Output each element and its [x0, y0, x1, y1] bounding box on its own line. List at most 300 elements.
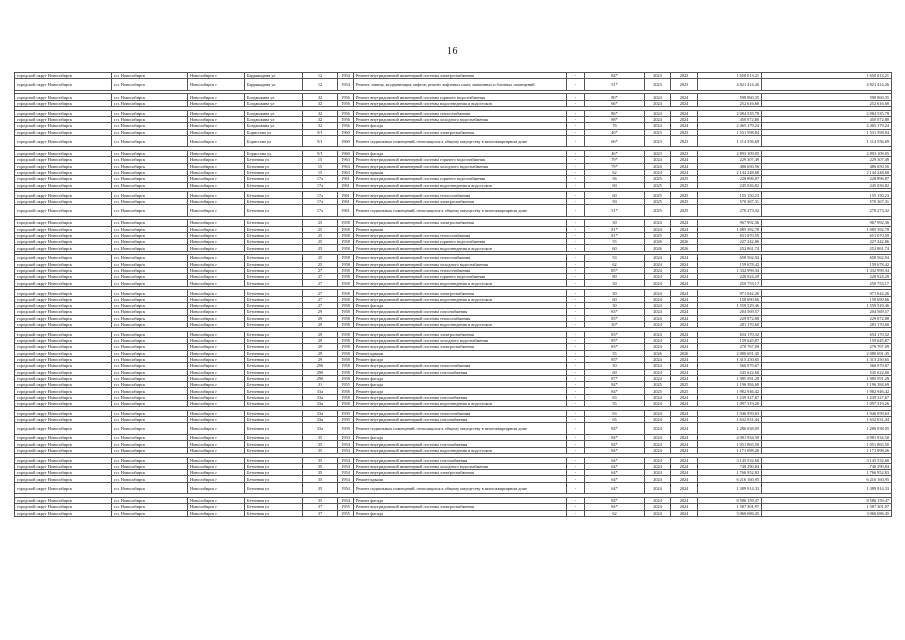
cell-work: Ремонт фасада: [354, 356, 567, 362]
cell-y1: 2025: [645, 388, 671, 394]
cell-cost: 250 753,17: [698, 280, 762, 286]
cell-house: 25: [303, 255, 338, 261]
cell-settlement: г.п. Новосибирск: [112, 401, 188, 407]
cell-plan: 85*: [585, 315, 645, 321]
cell-settlement: г.п. Новосибирск: [112, 198, 188, 204]
cell-y2: 2023: [671, 135, 698, 147]
cell-district: городской округ Новосибирск: [15, 504, 112, 510]
cell-settlement: г.п. Новосибирск: [112, 356, 188, 362]
cell-settlement: г.п. Новосибирск: [112, 116, 188, 122]
cell-city: Новосибирск г: [188, 309, 245, 315]
cell-cost: 228 924,29: [698, 274, 762, 280]
cell-district: городской округ Новосибирск: [15, 482, 112, 494]
cell-work: Ремонт внутридомовой инженерной системы газоснабжения: [354, 417, 567, 423]
cell-settlement: г.п. Новосибирск: [112, 255, 188, 261]
cell-house: 29: [303, 321, 338, 327]
cell-plan: 64*: [585, 482, 645, 494]
cell-plan: 53: [585, 255, 645, 261]
cell-total: 598 860,35: [762, 94, 892, 100]
cell-y1: 2024: [645, 274, 671, 280]
cell-city: Новосибирск г: [188, 280, 245, 286]
cell-y1: 2024: [645, 482, 671, 494]
cell-settlement: г.п. Новосибирск: [112, 232, 188, 238]
cell-cost: 450 072,80: [698, 116, 762, 122]
cell-plan: 81*: [585, 226, 645, 232]
cell-plan: 63: [585, 394, 645, 400]
cell-work: Ремонт внутридомовой инженерной системы электроснабжения: [354, 470, 567, 476]
cell-settlement: г.п. Новосибирск: [112, 510, 188, 516]
cell-cost: 2 084 535,78: [698, 110, 762, 116]
cell-dash: -: [567, 435, 585, 441]
cell-y1: 2024: [645, 435, 671, 441]
cell-total: 1 286 038,05: [762, 423, 892, 435]
cell-total: 155 150,23: [762, 192, 892, 198]
cell-street: Бетонная ул: [245, 350, 303, 356]
cell-work: Ремонт внутридомовой инженерной системы водоотведения и водостоков: [354, 447, 567, 453]
cell-district: городской округ Новосибирск: [15, 457, 112, 463]
cell-total: 250 753,17: [762, 280, 892, 286]
cell-y1: 2023: [645, 135, 671, 147]
cell-work: Ремонт внутридомовой инженерной системы горячего водоснабжения: [354, 239, 567, 245]
cell-y2: 2024: [671, 261, 698, 267]
cell-city: Новосибирск г: [188, 226, 245, 232]
cell-house: 9/1: [303, 129, 338, 135]
cell-y2: 2024: [671, 163, 698, 169]
cell-city: Новосибирск г: [188, 435, 245, 441]
cell-y2: 2026: [671, 350, 698, 356]
cell-street: Бетонная ул: [245, 192, 303, 198]
cell-dash: -: [567, 123, 585, 129]
cell-district: городской округ Новосибирск: [15, 401, 112, 407]
cell-dash: -: [567, 296, 585, 302]
cell-cost: 545 622,60: [698, 369, 762, 375]
cell-cost: 155 150,23: [698, 192, 762, 198]
cell-year: 1958: [338, 290, 354, 296]
cell-year: 1958: [338, 401, 354, 407]
cell-house: 35: [303, 435, 338, 441]
cell-work: Ремонт внутридомовой инженерной системы водоотведения и водостоков: [354, 321, 567, 327]
cell-cost: 6 216 160,95: [698, 476, 762, 482]
cell-plan: 64*: [585, 476, 645, 482]
cell-plan: 63: [585, 410, 645, 416]
cell-year: 1954: [338, 447, 354, 453]
cell-dash: -: [567, 457, 585, 463]
cell-dash: -: [567, 73, 585, 79]
cell-year: 1958: [338, 296, 354, 302]
cell-city: Новосибирск г: [188, 321, 245, 327]
cell-work: Ремонт внутридомовой инженерной системы теплоснабжения: [354, 315, 567, 321]
cell-y2: 2024: [671, 226, 698, 232]
cell-year: 1958: [338, 232, 354, 238]
cell-plan: 84*: [585, 447, 645, 453]
cell-city: Новосибирск г: [188, 261, 245, 267]
cell-work: Ремонт внутридомовой инженерной системы электроснабжения: [354, 331, 567, 337]
cell-plan: 83*: [585, 344, 645, 350]
cell-work: Ремонт фасада: [354, 497, 567, 503]
cell-dash: -: [567, 267, 585, 273]
cell-y1: 2024: [645, 309, 671, 315]
cell-house: 17а: [303, 205, 338, 217]
cell-dash: -: [567, 321, 585, 327]
cell-dash: -: [567, 510, 585, 516]
cell-settlement: г.п. Новосибирск: [112, 447, 188, 453]
cell-y2: 2024: [671, 274, 698, 280]
cell-year: 1958: [338, 338, 354, 344]
cell-dash: -: [567, 423, 585, 435]
cell-total: 229 872,88: [762, 315, 892, 321]
cell-y2: 2025: [671, 192, 698, 198]
cell-plan: 55: [585, 401, 645, 407]
cell-y1: 2026: [645, 239, 671, 245]
cell-street: Бетонная ул: [245, 476, 303, 482]
cell-house: 35: [303, 476, 338, 482]
cell-street: Бетонная ул: [245, 309, 303, 315]
cell-year: 1954: [338, 79, 354, 91]
cell-city: Новосибирск г: [188, 447, 245, 453]
cell-dash: -: [567, 338, 585, 344]
cell-y1: 2024: [645, 363, 671, 369]
cell-work: Ремонт крыши: [354, 350, 567, 356]
cell-plan: 51*: [585, 205, 645, 217]
cell-dash: -: [567, 245, 585, 251]
cell-cost: 252 616,68: [698, 100, 762, 106]
table-row: [15, 205, 892, 217]
cell-settlement: г.п. Новосибирск: [112, 369, 188, 375]
cell-cost: 1 051 865,50: [698, 441, 762, 447]
cell-dash: -: [567, 198, 585, 204]
cell-work: Ремонт фасада: [354, 123, 567, 129]
cell-settlement: г.п. Новосибирск: [112, 309, 188, 315]
cell-cost: 204 569,57: [698, 309, 762, 315]
cell-y1: 2024: [645, 220, 671, 226]
cell-district: городской округ Новосибирск: [15, 73, 112, 79]
cell-settlement: г.п. Новосибирск: [112, 135, 188, 147]
cell-city: Новосибирск г: [188, 457, 245, 463]
cell-total: 229 307,49: [762, 157, 892, 163]
cell-work: Ремонт внутридомовой инженерной системы электроснабжения: [354, 198, 567, 204]
cell-house: 29: [303, 350, 338, 356]
cell-y1: 2025: [645, 198, 671, 204]
cell-work: Ремонт внутридомовой инженерной системы электроснабжения: [354, 220, 567, 226]
cell-district: городской округ Новосибирск: [15, 267, 112, 273]
cell-y2: 2024: [671, 410, 698, 416]
cell-district: городской округ Новосибирск: [15, 375, 112, 381]
cell-y1: 2024: [645, 394, 671, 400]
cell-work: Ремонт внутридомовой инженерной системы холодного водоснабжения: [354, 338, 567, 344]
cell-settlement: г.п. Новосибирск: [112, 338, 188, 344]
cell-settlement: г.п. Новосибирск: [112, 350, 188, 356]
cell-y2: 2025: [671, 232, 698, 238]
cell-dash: -: [567, 302, 585, 308]
cell-y1: 2024: [645, 410, 671, 416]
cell-settlement: г.п. Новосибирск: [112, 274, 188, 280]
cell-settlement: г.п. Новосибирск: [112, 410, 188, 416]
cell-cost: 2 465 179,24: [698, 123, 762, 129]
cell-work: Ремонт внутридомовой инженерной системы теплоснабжения: [354, 363, 567, 369]
cell-total: 1 389 914,33: [762, 482, 892, 494]
cell-plan: 62: [585, 169, 645, 175]
cell-street: Бетонная ул: [245, 157, 303, 163]
cell-y2: 2024: [671, 435, 698, 441]
cell-plan: 83*: [585, 309, 645, 315]
cell-total: 4 821 414,26: [762, 79, 892, 91]
cell-city: Новосибирск г: [188, 135, 245, 147]
cell-city: Новосибирск г: [188, 239, 245, 245]
cell-plan: 60: [585, 369, 645, 375]
cell-plan: 64*: [585, 470, 645, 476]
cell-house: 29: [303, 338, 338, 344]
cell-plan: 30: [585, 220, 645, 226]
cell-y2: 2025: [671, 382, 698, 388]
cell-year: 1959: [338, 410, 354, 416]
cell-street: Бетонная ул: [245, 205, 303, 217]
cell-year: 1958: [338, 321, 354, 327]
cell-street: Бетонная ул: [245, 331, 303, 337]
cell-dash: -: [567, 157, 585, 163]
cell-city: Новосибирск г: [188, 255, 245, 261]
cell-district: городской округ Новосибирск: [15, 309, 112, 315]
cell-work: Ремонт внутридомовой инженерной системы горячего водоснабжения: [354, 94, 567, 100]
cell-district: городской округ Новосибирск: [15, 369, 112, 375]
cell-work: Ремонт внутридомовой инженерной системы холодного водоснабжения: [354, 261, 567, 267]
cell-plan: 64*: [585, 463, 645, 469]
cell-house: 27: [303, 267, 338, 273]
cell-y1: 2024: [645, 423, 671, 435]
cell-cost: 598 860,35: [698, 94, 762, 100]
cell-cost: 1 389 914,33: [698, 482, 762, 494]
cell-house: 15: [303, 157, 338, 163]
cell-year: 1958: [338, 309, 354, 315]
cell-district: городской округ Новосибирск: [15, 315, 112, 321]
cell-cost: 740 290,84: [698, 463, 762, 469]
cell-y1: 2024: [645, 157, 671, 163]
cell-cost: 651 070,59: [698, 232, 762, 238]
cell-house: 25: [303, 232, 338, 238]
cell-dash: -: [567, 417, 585, 423]
cell-dash: -: [567, 274, 585, 280]
cell-y2: 2024: [671, 220, 698, 226]
cell-y2: 2024: [671, 423, 698, 435]
cell-dash: -: [567, 344, 585, 350]
cell-total: 1 985 591,29: [762, 375, 892, 381]
cell-house: 25: [303, 220, 338, 226]
cell-y2: 2024: [671, 302, 698, 308]
cell-house: 9/1: [303, 151, 338, 157]
cell-plan: 87*: [585, 375, 645, 381]
cell-settlement: г.п. Новосибирск: [112, 151, 188, 157]
cell-house: 32: [303, 100, 338, 106]
cell-year: 1954: [338, 482, 354, 494]
cell-district: городской округ Новосибирск: [15, 151, 112, 157]
cell-city: Новосибирск г: [188, 356, 245, 362]
cell-city: Новосибирск г: [188, 363, 245, 369]
cell-work: Ремонт внутридомовой инженерной системы электроснабжения: [354, 129, 567, 135]
cell-work: Ремонт внутридомовой инженерной системы теплоснабжения: [354, 232, 567, 238]
cell-total: 245 036,82: [762, 182, 892, 188]
cell-cost: 4 981 934,50: [698, 435, 762, 441]
cell-dash: -: [567, 169, 585, 175]
cell-y2: 2023: [671, 73, 698, 79]
cell-y2: 2024: [671, 344, 698, 350]
cell-y2: 2024: [671, 116, 698, 122]
cell-total: 1 531 598,84: [762, 129, 892, 135]
cell-district: городской округ Новосибирск: [15, 302, 112, 308]
cell-plan: 60: [585, 192, 645, 198]
cell-year: 1958: [338, 315, 354, 321]
cell-city: Новосибирск г: [188, 151, 245, 157]
cell-y2: 2024: [671, 441, 698, 447]
cell-year: 1958: [338, 350, 354, 356]
cell-year: 1955: [338, 504, 354, 510]
cell-year: 1959: [338, 417, 354, 423]
cell-y2: 2024: [671, 169, 698, 175]
cell-cost: 658 562,94: [698, 255, 762, 261]
cell-work: Ремонт внутридомовой инженерной системы газоснабжения: [354, 441, 567, 447]
cell-year: 1958: [338, 280, 354, 286]
cell-dash: -: [567, 350, 585, 356]
cell-house: 27: [303, 290, 338, 296]
cell-city: Новосибирск г: [188, 410, 245, 416]
cell-work: Ремонт внутридомовой инженерной системы электроснабжения: [354, 504, 567, 510]
cell-settlement: г.п. Новосибирск: [112, 394, 188, 400]
cell-district: городской округ Новосибирск: [15, 280, 112, 286]
cell-total: 1 085 392,78: [762, 226, 892, 232]
cell-plan: 62: [585, 510, 645, 516]
cell-street: Бетонная ул: [245, 435, 303, 441]
table-row: [15, 482, 892, 494]
cell-total: 2 080 691,45: [762, 350, 892, 356]
cell-total: 6 216 160,95: [762, 476, 892, 482]
cell-street: Богдашкина ул: [245, 123, 303, 129]
cell-district: городской округ Новосибирск: [15, 94, 112, 100]
cell-y1: 2024: [645, 401, 671, 407]
cell-cost: 1 982 946,42: [698, 388, 762, 394]
cell-street: Бетонная ул: [245, 441, 303, 447]
cell-city: Новосибирск г: [188, 504, 245, 510]
cell-city: Новосибирск г: [188, 417, 245, 423]
cell-y1: 2024: [645, 356, 671, 362]
cell-house: 31: [303, 382, 338, 388]
cell-house: 29: [303, 315, 338, 321]
cell-dash: -: [567, 315, 585, 321]
cell-cost: 1 315 250,65: [698, 356, 762, 362]
cell-district: городской округ Новосибирск: [15, 123, 112, 129]
cell-total: 2 084 535,78: [762, 110, 892, 116]
cell-y1: 2024: [645, 497, 671, 503]
cell-work: Ремонт крыши: [354, 226, 567, 232]
cell-year: 1954: [338, 435, 354, 441]
table-row: [15, 135, 892, 147]
cell-plan: 84*: [585, 423, 645, 435]
cell-cost: 229 307,49: [698, 157, 762, 163]
cell-total: 1 114 556,69: [762, 135, 892, 147]
cell-settlement: г.п. Новосибирск: [112, 182, 188, 188]
cell-dash: -: [567, 290, 585, 296]
cell-y2: 2024: [671, 315, 698, 321]
cell-total: 1 196 384,69: [762, 382, 892, 388]
cell-y2: 2024: [671, 157, 698, 163]
cell-y1: 2024: [645, 338, 671, 344]
cell-settlement: г.п. Новосибирск: [112, 226, 188, 232]
cell-city: Новосибирск г: [188, 116, 245, 122]
cell-house: 17а: [303, 182, 338, 188]
cell-street: Баррикадная ул: [245, 79, 303, 91]
cell-district: городской округ Новосибирск: [15, 447, 112, 453]
cell-plan: 30: [585, 302, 645, 308]
cell-dash: -: [567, 151, 585, 157]
cell-house: 9/1: [303, 135, 338, 147]
cell-cost: 3 066 686,45: [698, 510, 762, 516]
cell-district: городской округ Новосибирск: [15, 182, 112, 188]
cell-city: Новосибирск г: [188, 401, 245, 407]
cell-y2: 2024: [671, 470, 698, 476]
cell-cost: 2 080 691,45: [698, 350, 762, 356]
cell-street: Бетонная ул: [245, 388, 303, 394]
cell-y2: 2025: [671, 198, 698, 204]
cell-y1: 2024: [645, 463, 671, 469]
cell-plan: 76: [585, 123, 645, 129]
cell-settlement: г.п. Новосибирск: [112, 497, 188, 503]
table-row: [15, 510, 892, 516]
cell-dash: -: [567, 504, 585, 510]
cell-settlement: г.п. Новосибирск: [112, 476, 188, 482]
cell-year: 1955: [338, 510, 354, 516]
cell-district: городской округ Новосибирск: [15, 470, 112, 476]
cell-cost: 158 690,66: [698, 296, 762, 302]
cell-y1: 2024: [645, 163, 671, 169]
cell-y1: 2024: [645, 226, 671, 232]
cell-city: Новосибирск г: [188, 205, 245, 217]
cell-house: 12: [303, 73, 338, 79]
cell-plan: 30*: [585, 321, 645, 327]
cell-cost: 8 586 159,47: [698, 497, 762, 503]
cell-work: Ремонт фасада: [354, 375, 567, 381]
cell-total: 654 170,32: [762, 331, 892, 337]
cell-house: 33а: [303, 410, 338, 416]
cell-house: 29: [303, 344, 338, 350]
cell-dash: -: [567, 239, 585, 245]
cell-y1: 2024: [645, 110, 671, 116]
cell-district: городской округ Новосибирск: [15, 198, 112, 204]
cell-district: городской округ Новосибирск: [15, 205, 112, 217]
cell-year: 1963: [338, 163, 354, 169]
cell-y2: 2024: [671, 338, 698, 344]
cell-street: Бетонная ул: [245, 338, 303, 344]
cell-y2: 2025: [671, 388, 698, 394]
cell-street: Бетонная ул: [245, 463, 303, 469]
cell-house: 32: [303, 110, 338, 116]
cell-y1: 2024: [645, 116, 671, 122]
cell-work: Ремонт внутридомовой инженерной системы теплоснабжения: [354, 192, 567, 198]
cell-y1: 2025: [645, 192, 671, 198]
cell-total: 651 070,59: [762, 232, 892, 238]
cell-street: Бетонная ул: [245, 363, 303, 369]
cell-city: Новосибирск г: [188, 176, 245, 182]
cell-plan: 55: [585, 239, 645, 245]
cell-settlement: г.п. Новосибирск: [112, 205, 188, 217]
cell-house: 37: [303, 504, 338, 510]
cell-dash: -: [567, 205, 585, 217]
cell-house: 27: [303, 296, 338, 302]
cell-district: городской округ Новосибирск: [15, 441, 112, 447]
cell-district: городской округ Новосибирск: [15, 331, 112, 337]
cell-city: Новосибирск г: [188, 110, 245, 116]
cell-plan: 56: [585, 176, 645, 182]
cell-y1: 2024: [645, 296, 671, 302]
cell-y2: 2024: [671, 363, 698, 369]
cell-city: Новосибирск г: [188, 198, 245, 204]
cell-y2: 2024: [671, 255, 698, 261]
